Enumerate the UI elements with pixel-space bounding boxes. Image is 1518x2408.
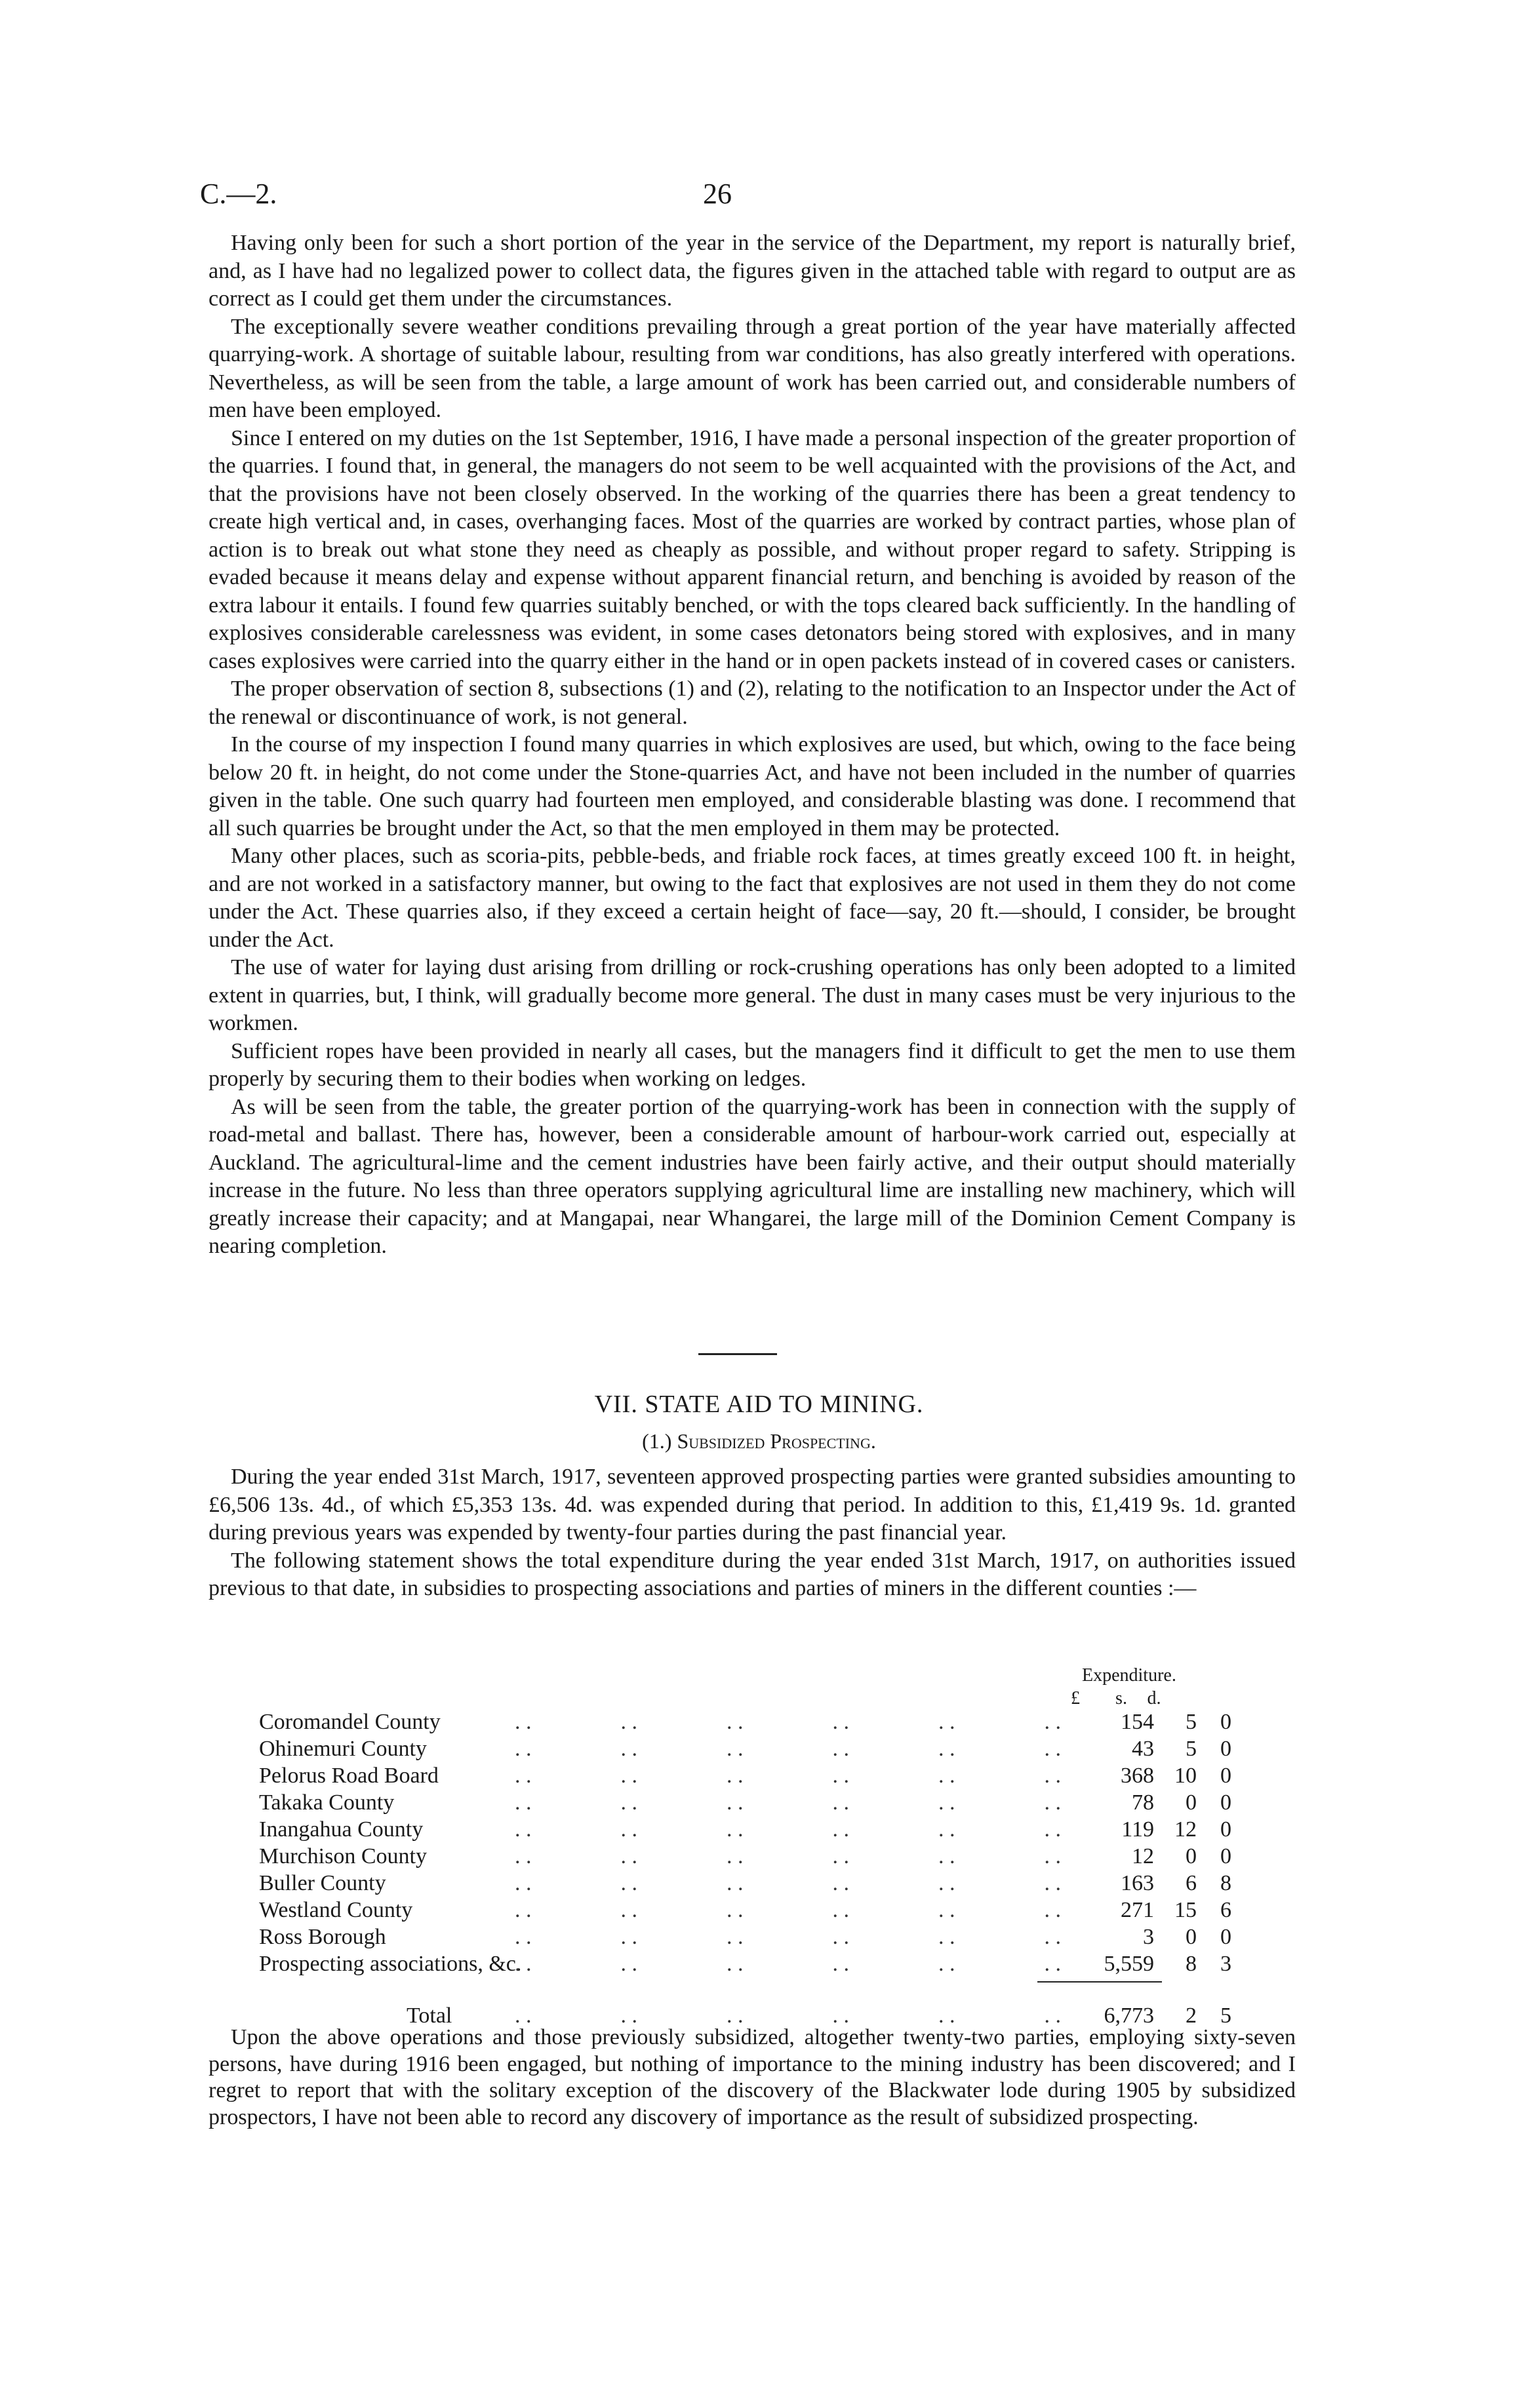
table-row xyxy=(259,1925,1269,1952)
shillings-value: 5 xyxy=(1186,1737,1197,1761)
pence-value: 0 xyxy=(1220,1764,1231,1788)
county-name: Inangahua County xyxy=(259,1817,424,1842)
pounds-header: £ xyxy=(1071,1688,1080,1708)
pounds-value: 3 xyxy=(1143,1925,1154,1949)
pence-value: 8 xyxy=(1220,1871,1231,1895)
pounds-value: 43 xyxy=(1132,1737,1154,1761)
paragraph: The following statement shows the total expenditure during the year ended 31st March, 1917, on authorities issued previous to that date, in subsidies to prospecting associations and parties of miners in the different counties :— xyxy=(209,1548,1296,1600)
pounds-value: 368 xyxy=(1121,1764,1154,1788)
dot-leader: . . . . . . . . . . . . xyxy=(515,1871,1061,1895)
dot-leader: . . . . . . . . . . . . xyxy=(515,2003,1061,2028)
shillings-value: 5 xyxy=(1186,1710,1197,1734)
pence-header: d. xyxy=(1147,1688,1161,1708)
page-reference: C.—2. xyxy=(200,178,277,210)
pence-value: 0 xyxy=(1220,1817,1231,1842)
shillings-value: 0 xyxy=(1186,1925,1197,1949)
table-row xyxy=(259,1898,1269,1925)
dot-leader: . . . . . . . . . . . . xyxy=(515,1737,1061,1761)
shillings-value: 8 xyxy=(1186,1952,1197,1976)
county-name: Prospecting associations, &c. xyxy=(259,1952,522,1976)
pence-value: 0 xyxy=(1220,1710,1231,1734)
prospecting-body xyxy=(209,1463,1296,1603)
total-rule xyxy=(1037,1981,1162,1983)
dot-leader: . . . . . . . . . . . . xyxy=(515,1790,1061,1815)
pounds-value: 163 xyxy=(1121,1871,1154,1895)
pence-value: 0 xyxy=(1220,1737,1231,1761)
quarries-report-body xyxy=(209,229,1296,1261)
county-name: Pelorus Road Board xyxy=(259,1764,439,1788)
paragraph: In the course of my inspection I found many quarries in which explosives are used, but which, owing to the face being below 20 ft. in height, do not come under the Stone-quarries Act, and have not been included in the number of quarries given in the table. One such quarry had fourteen men employed, and considerable blasting was done. I recommend that all such quarries be brought under the Act, so that the men employed in them may be protected. xyxy=(209,732,1296,840)
county-name: Buller County xyxy=(259,1871,386,1895)
paragraph: Upon the above operations and those previously subsidized, altogether twenty-two parties, employing sixty-seven persons, have during 1916 been engaged, but nothing of importance to the mining industry has been discovered; and I regret to report that with the solitary exception of the discovery of the Blackwater lode during 1905 by subsidized prospectors, I have not been able to record any discovery of importance as the result of subsidized prospecting. xyxy=(209,2025,1296,2129)
pounds-value: 78 xyxy=(1132,1790,1154,1815)
pence-value: 0 xyxy=(1220,1844,1231,1868)
pounds-value: 119 xyxy=(1121,1817,1154,1842)
total-label: Total xyxy=(407,2003,452,2028)
table-row xyxy=(259,1844,1269,1872)
closing-body xyxy=(209,2024,1296,2131)
section-title: VII. STATE AID TO MINING. xyxy=(594,1391,924,1418)
dot-leader: . . . . . . . . . . . . xyxy=(515,1817,1061,1842)
page-number: 26 xyxy=(703,178,732,210)
county-name: Murchison County xyxy=(259,1844,427,1868)
shillings-header: s. xyxy=(1115,1688,1127,1708)
pence-value: 5 xyxy=(1220,2003,1231,2028)
table-row xyxy=(259,1790,1269,1818)
paragraph: The use of water for laying dust arising from drilling or rock-crushing operations has only been adopted to a limited extent in quarries, but, I think, will gradually become more general. The dust in many cases must be very injurious to the workmen. xyxy=(209,955,1296,1035)
table-row xyxy=(259,1737,1269,1764)
paragraph: Many other places, such as scoria-pits, pebble-beds, and friable rock faces, at times greatly exceed 100 ft. in height, and are not worked in a satisfactory manner, but owing to the fact that explosives are not used in them they do not come under the Act. These quarries also, if they exceed a certain height of face—say, 20 ft.—should, I consider, be brought under the Act. xyxy=(209,844,1296,952)
pence-value: 6 xyxy=(1220,1898,1231,1922)
paragraph: Having only been for such a short portion of the year in the service of the Department, my report is naturally brief, and, as I have had no legalized power to collect data, the figures given in the attached table with regard to output are as correct as I could get them under the circumstances. xyxy=(209,231,1296,311)
shillings-value: 12 xyxy=(1174,1817,1197,1842)
paragraph: During the year ended 31st March, 1917, seventeen approved prospecting parties were granted subsidies amounting to £6,506 13s. 4d., of which £5,353 13s. 4d. was expended during that period. In addition to this, £1,419 9s. 1d. granted during previous years was expended by twenty-four parties during the past financial year. xyxy=(209,1465,1296,1545)
paragraph: Since I entered on my duties on the 1st September, 1916, I have made a personal inspection of the greater proportion of the quarries. I found that, in general, the managers do not seem to be well acquainted with the provisions of the Act, and that the provisions have not been closely observed. In the working of the quarries there has been a great tendency to create high vertical and, in cases, overhanging faces. Most of the quarries are worked by contract parties, whose plan of action is to break out what stone they need as cheaply as possible, and without proper regard to safety. Stripping is evaded because it means delay and expense without apparent financial return, and benching is avoided by reason of the extra labour it entails. I found few quarries suitably benched, or with the tops cleared back sufficiently. In the handling of explosives considerable carelessness was evident, in some cases detonators being stored with explosives, and in many cases explosives were carried into the quarry either in the hand or in open packets instead of in covered cases or canisters. xyxy=(209,425,1296,673)
county-name: Westland County xyxy=(259,1898,413,1922)
pounds-value: 12 xyxy=(1132,1844,1154,1868)
pounds-value: 271 xyxy=(1121,1898,1154,1922)
county-name: Coromandel County xyxy=(259,1710,441,1734)
pounds-value: 5,559 xyxy=(1104,1952,1154,1976)
county-name: Ross Borough xyxy=(259,1925,386,1949)
expenditure-header: Expenditure. xyxy=(1082,1665,1176,1686)
dot-leader: . . . . . . . . . . . . xyxy=(515,1844,1061,1868)
shillings-value: 10 xyxy=(1174,1764,1197,1788)
table-row xyxy=(259,1764,1269,1791)
pounds-value: 6,773 xyxy=(1104,2003,1154,2028)
section-divider xyxy=(698,1353,777,1355)
table-row xyxy=(259,1817,1269,1845)
paragraph: As will be seen from the table, the greater portion of the quarrying-work has been in connection with the supply of road-metal and ballast. There has, however, been a considerable amount of harbour-work carried out, especially at Auckland. The agricultural-lime and the cement industries have been fairly active, and their output should materially increase in the future. No less than three operators supplying agricultural lime are installing new machinery, which will greatly increase their capacity; and at Mangapai, near Whangarei, the large mill of the Dominion Cement Company is nearing completion. xyxy=(209,1094,1296,1258)
section-subtitle: (1.) Subsidized Prospecting. xyxy=(642,1429,876,1453)
paragraph: The proper observation of section 8, subsections (1) and (2), relating to the notification to an Inspector under the Act of the renewal or discontinuance of work, is not general. xyxy=(209,677,1296,729)
pence-value: 0 xyxy=(1220,1790,1231,1815)
page-header xyxy=(0,177,1518,216)
table-row xyxy=(259,1710,1269,1737)
pence-value: 3 xyxy=(1220,1952,1231,1976)
shillings-value: 0 xyxy=(1186,1844,1197,1868)
shillings-value: 0 xyxy=(1186,1790,1197,1815)
shillings-value: 2 xyxy=(1186,2003,1197,2028)
paragraph: The exceptionally severe weather conditions prevailing through a great portion of the year have materially affected quarrying-work. A shortage of suitable labour, resulting from war conditions, has also greatly interfered with operations. Nevertheless, as will be seen from the table, a large amount of work has been carried out, and considerable numbers of men have been employed. xyxy=(209,314,1296,422)
dot-leader: . . . . . . . . . . . . xyxy=(515,1710,1061,1734)
shillings-value: 6 xyxy=(1186,1871,1197,1895)
table-row xyxy=(259,1952,1269,1979)
pence-value: 0 xyxy=(1220,1925,1231,1949)
table-row xyxy=(259,1871,1269,1899)
dot-leader: . . . . . . . . . . . . xyxy=(515,1925,1061,1949)
dot-leader: . . . . . . . . . . . . xyxy=(515,1952,1061,1976)
county-name: Takaka County xyxy=(259,1790,395,1815)
dot-leader: . . . . . . . . . . . . xyxy=(515,1764,1061,1788)
pounds-value: 154 xyxy=(1121,1710,1154,1734)
dot-leader: . . . . . . . . . . . . xyxy=(515,1898,1061,1922)
paragraph: Sufficient ropes have been provided in nearly all cases, but the managers find it difficult to get the men to use them properly by securing them to their bodies when working on ledges. xyxy=(209,1038,1296,1091)
county-name: Ohinemuri County xyxy=(259,1737,427,1761)
shillings-value: 15 xyxy=(1174,1898,1197,1922)
